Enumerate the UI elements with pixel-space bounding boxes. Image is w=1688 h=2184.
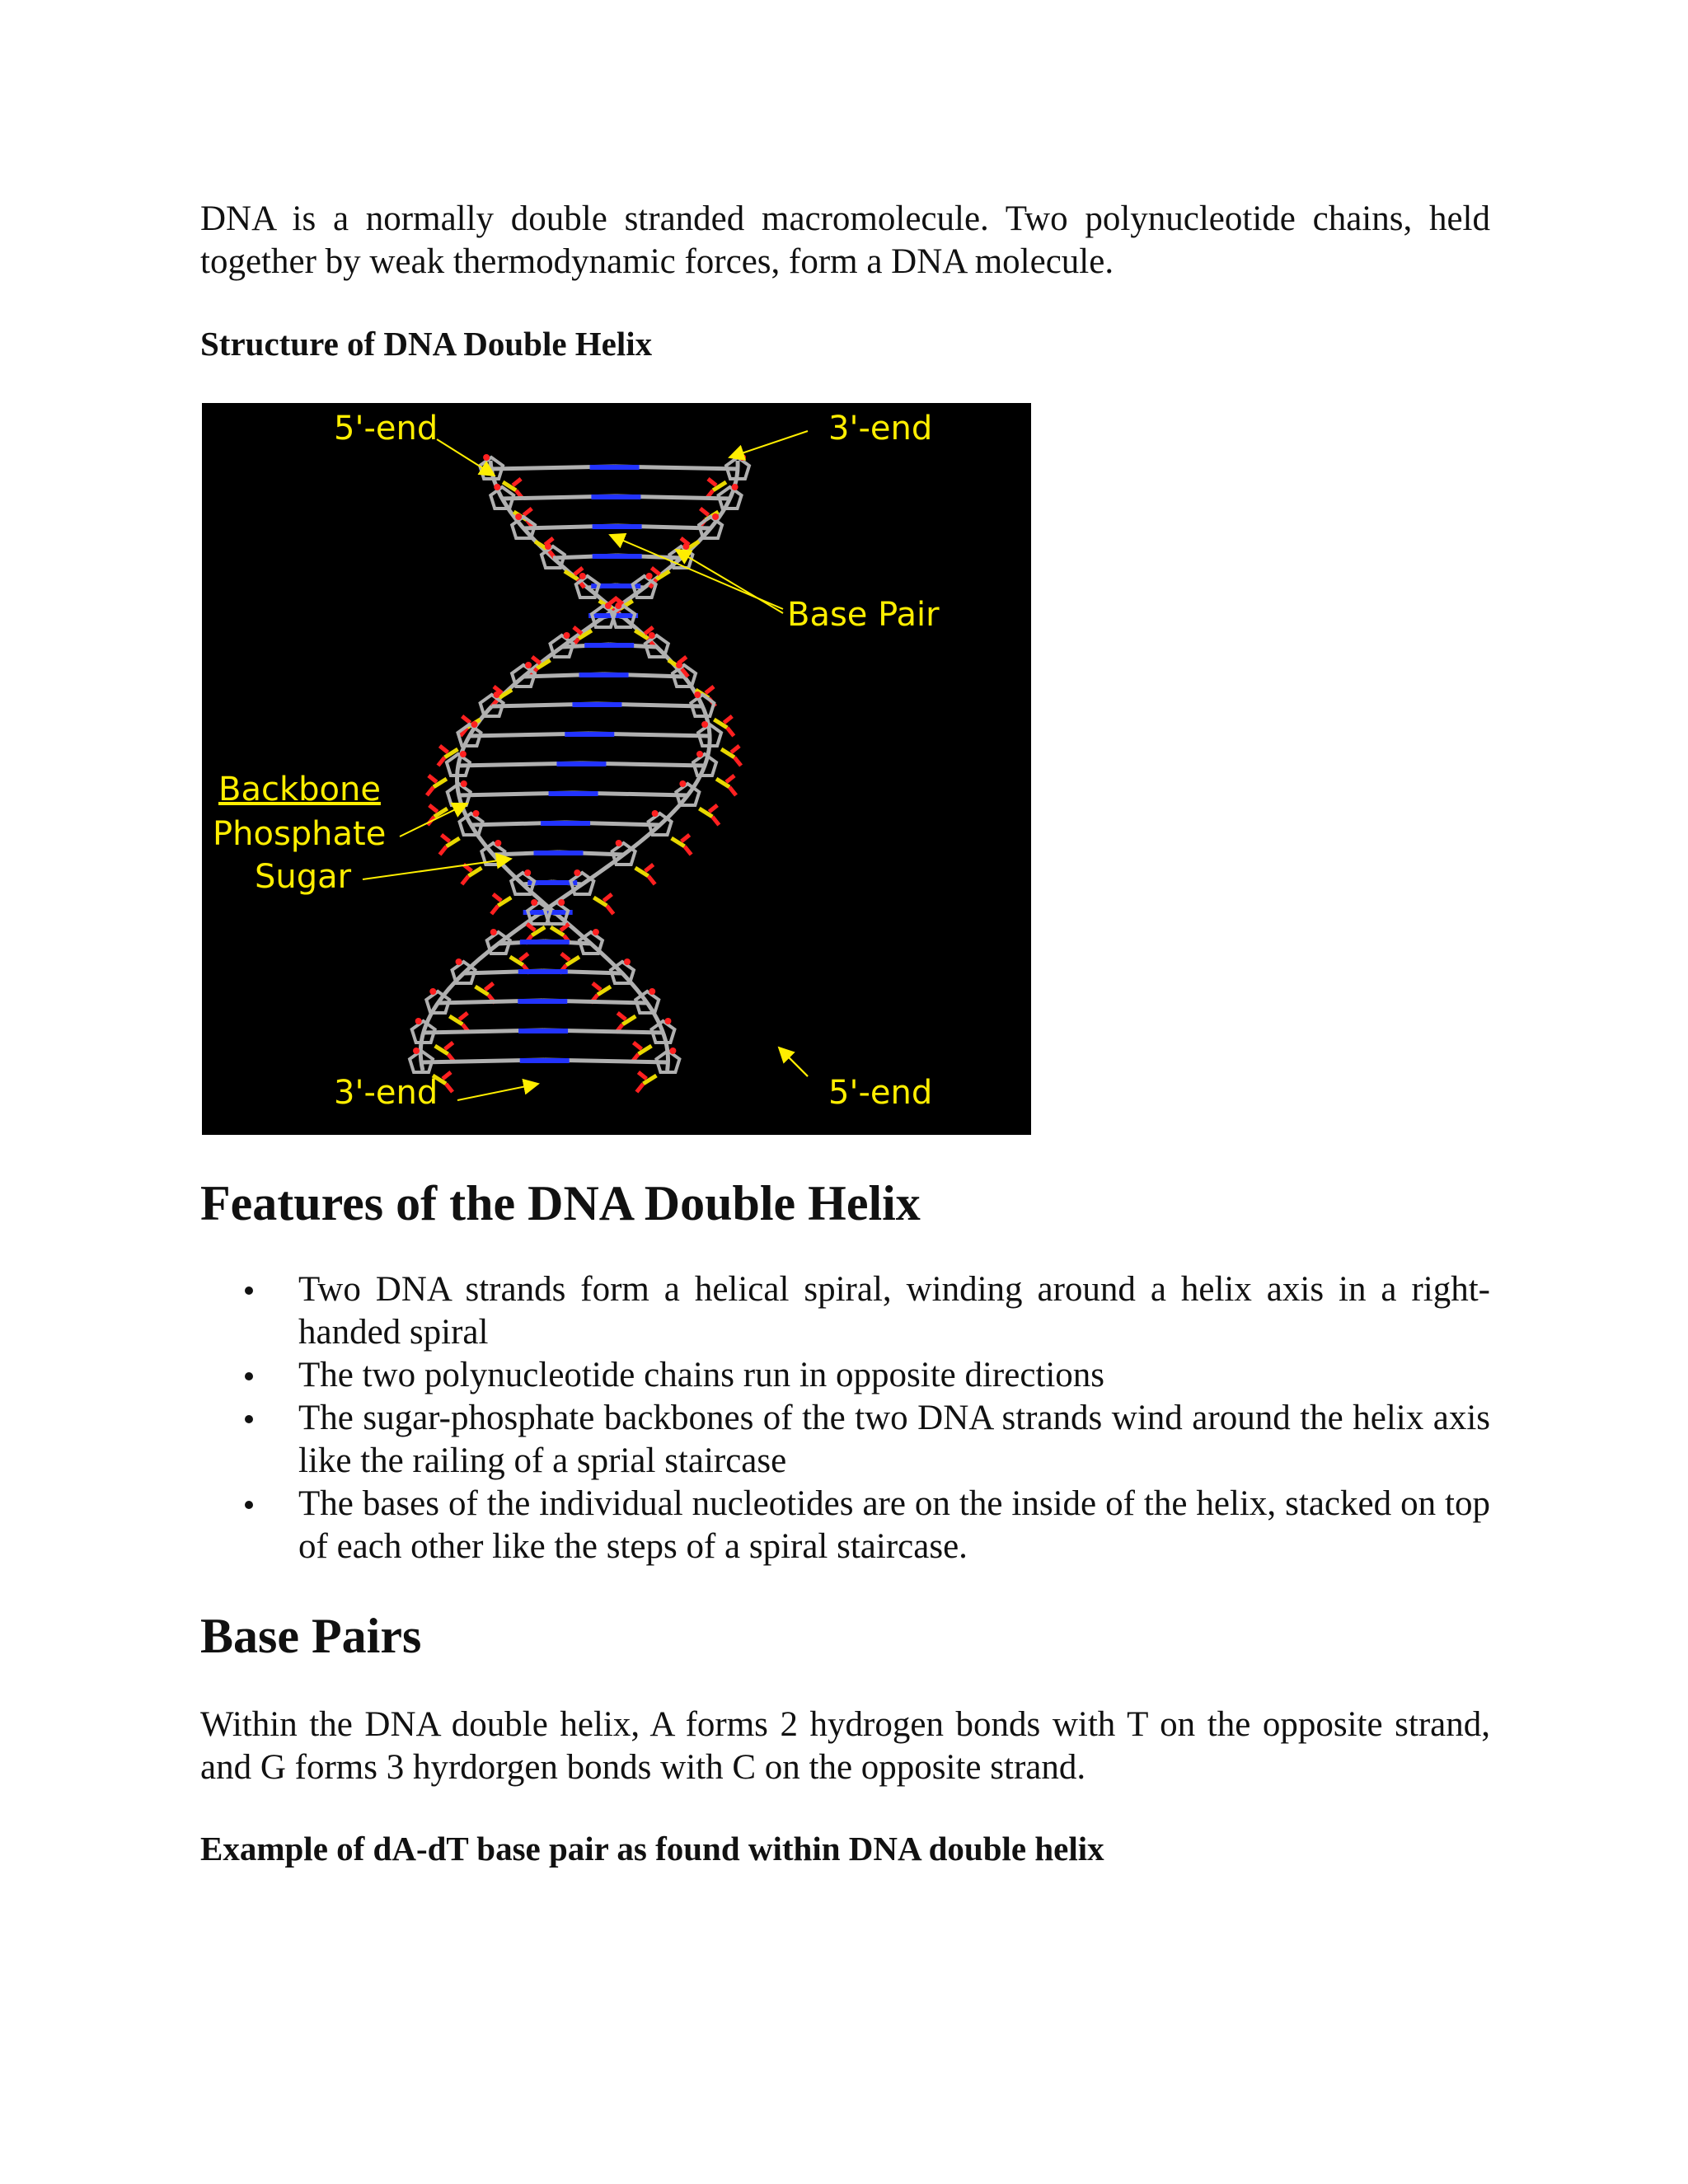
phosphate-oxygen	[603, 894, 612, 901]
list-item: The bases of the individual nucleotides are on the inside of the helix, stacked on top of each other like the steps of a spiral staircase.	[200, 1483, 1490, 1568]
sugar-oxygen	[593, 929, 599, 935]
sugar-oxygen	[676, 662, 682, 668]
example-subheading: Example of dA-dT base pair as found within DNA double helix	[200, 1830, 1104, 1868]
sugar-oxygen	[679, 780, 686, 787]
sugar-oxygen	[429, 988, 436, 995]
base-pairs-heading: Base Pairs	[200, 1609, 422, 1663]
sugar-oxygen	[649, 988, 655, 995]
phosphate-oxygen	[645, 865, 654, 871]
sugar-oxygen	[413, 1047, 420, 1054]
label-base-pair: Base Pair	[787, 596, 940, 634]
phosphate-oxygen	[638, 1072, 646, 1079]
phosphate-oxygen	[706, 687, 714, 693]
sugar-oxygen	[415, 1018, 422, 1024]
label-phosphate: Phosphate	[213, 815, 387, 853]
label-3-end-bottom: 3'-end	[334, 1074, 438, 1112]
sugar-oxygen	[696, 751, 703, 757]
structure-subheading: Structure of DNA Double Helix	[200, 325, 653, 363]
phosphate-oxygen	[734, 757, 741, 766]
phosphate-oxygen	[427, 787, 434, 795]
sugar-oxygen	[490, 929, 497, 935]
dna-helix-figure	[202, 403, 1031, 1135]
bullet-icon	[245, 1372, 253, 1380]
sugar-oxygen	[649, 632, 655, 639]
sugar-oxygen	[605, 602, 612, 609]
phosphate-oxygen	[731, 746, 739, 752]
sugar-oxygen	[456, 958, 462, 965]
phosphate-oxygen	[729, 787, 736, 795]
phosphate-oxygen	[574, 627, 582, 634]
sugar-oxygen	[712, 513, 719, 520]
sugar-oxygen	[483, 454, 490, 461]
sugar-oxygen	[646, 573, 653, 579]
phosphate-oxygen	[438, 757, 444, 766]
list-item: The sugar-phosphate backbones of the two DNA strands wind around the helix axis like the railing of a sprial staircase	[200, 1397, 1490, 1483]
phosphate-oxygen	[709, 805, 717, 812]
phosphate-oxygen	[493, 894, 501, 901]
arrow-base-pair-2	[676, 550, 783, 613]
sugar-oxygen	[545, 543, 551, 550]
arrow-3-end-top	[729, 431, 808, 457]
sugar-oxygen	[732, 484, 738, 490]
phosphate-oxygen	[520, 954, 528, 960]
sugar-oxygen	[524, 869, 531, 876]
phosphate-oxygen	[607, 906, 613, 914]
sugar-oxygen	[669, 1047, 676, 1054]
list-item: The two polynucleotide chains run in opposite directions	[200, 1354, 1490, 1397]
phosphate-oxygen	[561, 954, 570, 960]
sugar-oxygen	[652, 810, 659, 817]
phosphate-oxygen	[523, 509, 532, 515]
phosphate-oxygen	[462, 876, 468, 884]
arrow-3-end-bottom	[457, 1084, 538, 1100]
sugar-oxygen	[664, 1018, 671, 1024]
phosphate-oxygen	[708, 479, 716, 485]
phosphate-oxygen	[429, 776, 437, 782]
phosphate-oxygen	[532, 657, 541, 663]
sugar-oxygen	[739, 454, 746, 461]
phosphate-oxygen	[513, 479, 521, 485]
phosphate-oxygen	[462, 716, 471, 723]
sugar-oxygen	[574, 869, 580, 876]
phosphate-oxygen	[649, 876, 655, 884]
phosphate-oxygen	[442, 835, 450, 841]
phosphate-oxygen	[682, 835, 690, 841]
bullet-icon	[245, 1286, 253, 1295]
phosphate-oxygen	[445, 1043, 453, 1049]
phosphate-oxygen	[712, 817, 719, 825]
arrow-sugar	[363, 859, 511, 879]
phosphate-oxygen	[593, 983, 601, 990]
label-3-end-top: 3'-end	[828, 410, 933, 448]
phosphate-oxygen	[459, 1013, 467, 1019]
sugar-oxygen	[495, 840, 501, 846]
sugar-oxygen	[701, 721, 708, 728]
phosphate-oxygen	[440, 846, 447, 855]
sugar-oxygen	[531, 899, 537, 906]
sugar-oxygen	[515, 513, 522, 520]
phosphate-oxygen	[727, 728, 734, 736]
sugar-oxygen	[471, 721, 477, 728]
phosphate-oxygen	[439, 746, 448, 752]
sugar-oxygen	[694, 691, 701, 698]
sugar-oxygen	[558, 899, 565, 906]
label-sugar: Sugar	[255, 858, 352, 896]
label-5-end-top: 5'-end	[334, 410, 438, 448]
base-pairs-paragraph: Within the DNA double helix, A forms 2 hydrogen bonds with T on the opposite strand, and G forms 3 hyrdorgen bonds with C on the opposite strand.	[200, 1705, 1490, 1787]
phosphate-oxygen	[724, 716, 732, 723]
phosphate-oxygen	[633, 1043, 641, 1049]
sugar-oxygen	[624, 958, 631, 965]
sugar-oxygen	[460, 751, 467, 757]
bullet-icon	[245, 1415, 253, 1423]
list-item: Two DNA strands form a helical spiral, winding around a helix axis in a right-handed spiral	[200, 1268, 1490, 1354]
sugar-oxygen	[616, 840, 622, 846]
phosphate-oxygen	[485, 983, 494, 990]
intro-paragraph: DNA is a normally double stranded macromolecule. Two polynucleotide chains, held together by weak thermodynamic forces, form a DNA molecule.	[200, 199, 1490, 281]
sugar-oxygen	[494, 691, 500, 698]
dna-helix-diagram	[202, 403, 1031, 1135]
phosphate-oxygen	[429, 805, 438, 812]
sugar-oxygen	[494, 484, 500, 490]
phosphate-oxygen	[446, 1084, 452, 1092]
phosphate-oxygen	[685, 846, 692, 855]
sugar-oxygen	[473, 810, 480, 817]
phosphate-oxygen	[651, 568, 659, 574]
sugar-oxygen	[615, 602, 621, 609]
phosphate-oxygen	[726, 776, 734, 782]
phosphate-oxygen	[491, 906, 498, 914]
features-list	[200, 1268, 1490, 1568]
label-5-end-bottom: 5'-end	[828, 1074, 933, 1112]
helix-molecule	[410, 454, 749, 1092]
sugar-oxygen	[525, 662, 532, 668]
bullet-icon	[245, 1501, 253, 1509]
phosphate-oxygen	[701, 509, 709, 515]
phosphate-oxygen	[443, 1072, 451, 1079]
sugar-oxygen	[579, 573, 586, 579]
sugar-oxygen	[682, 543, 689, 550]
sugar-oxygen	[461, 780, 467, 787]
features-heading: Features of the DNA Double Helix	[200, 1176, 921, 1230]
label-backbone: Backbone	[218, 771, 381, 808]
phosphate-oxygen	[636, 1084, 643, 1092]
phosphate-oxygen	[617, 1013, 626, 1019]
arrow-5-end-bottom	[779, 1047, 808, 1076]
sugar-oxygen	[564, 632, 570, 639]
